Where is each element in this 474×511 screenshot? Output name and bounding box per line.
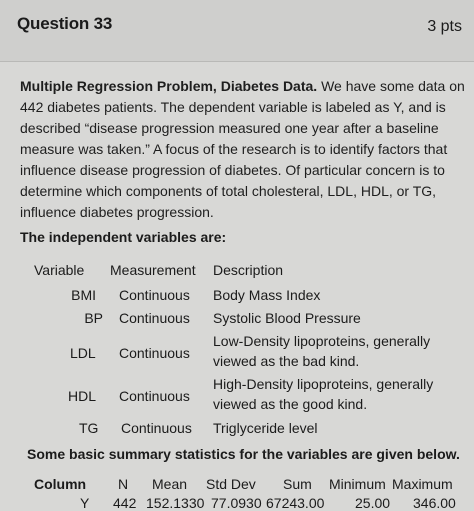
- measurement-cell: Continuous: [119, 345, 190, 361]
- description-cell: High-Density lipoproteins, generally: [213, 376, 434, 392]
- stats-col-header: Std Dev: [206, 476, 256, 492]
- variable-cell: HDL: [68, 388, 97, 404]
- question-intro: [20, 76, 468, 223]
- col-header-description: Description: [213, 262, 284, 278]
- description-cell: Body Mass Index: [213, 287, 321, 303]
- description-cell: Triglyceride level: [213, 420, 318, 436]
- variable-cell: BP: [84, 310, 103, 326]
- summary-statistics-heading: Some basic summary statistics for the variables are given below.: [27, 446, 460, 462]
- stats-col-header: N: [118, 476, 129, 492]
- description-cell: viewed as the bad kind.: [213, 353, 360, 369]
- stats-cell: 67243.00: [266, 495, 325, 511]
- col-header-measurement: Measurement: [110, 262, 196, 278]
- intro-text: We have some data on 442 diabetes patients. The dependent variable is labeled as Y, and is described “disease progression measured one year after a baseline measure was taken.” A focus of the research is to identify factors that influence disease progression of diabetes. Of particular concern is to determine which components of total cholesteral, LDL, HDL, or TG, influence diabetes progression.: [20, 78, 465, 220]
- question-header: [0, 0, 474, 62]
- measurement-cell: Continuous: [119, 310, 190, 326]
- stats-col-header: Maximum: [392, 476, 453, 492]
- stats-cell: 77.0930: [211, 495, 262, 511]
- question-points: 3 pts: [427, 18, 462, 35]
- stats-col-header: Mean: [152, 476, 188, 492]
- stats-cell: 25.00: [355, 495, 391, 511]
- variable-cell: TG: [79, 420, 99, 436]
- stats-cell: 346.00: [413, 495, 456, 511]
- stats-col-header: Column: [34, 476, 87, 492]
- stats-col-header: Sum: [283, 476, 312, 492]
- col-header-variable: Variable: [34, 262, 85, 278]
- stats-cell: 442: [113, 495, 137, 511]
- variable-cell: BMI: [71, 287, 96, 303]
- stats-cell: Y: [80, 495, 90, 511]
- measurement-cell: Continuous: [119, 287, 190, 303]
- independent-variables-heading: The independent variables are:: [20, 229, 227, 245]
- description-cell: Systolic Blood Pressure: [213, 310, 361, 326]
- measurement-cell: Continuous: [119, 388, 190, 404]
- description-cell: Low-Density lipoproteins, generally: [213, 333, 431, 349]
- stats-cell: 152.1330: [146, 495, 205, 511]
- question-body: [20, 76, 468, 223]
- variable-cell: LDL: [70, 345, 96, 361]
- question-title: Question 33: [17, 14, 113, 33]
- description-cell: viewed as the good kind.: [213, 396, 368, 412]
- measurement-cell: Continuous: [121, 420, 192, 436]
- stats-col-header: Minimum: [329, 476, 386, 492]
- intro-lead: Multiple Regression Problem, Diabetes Data.: [20, 78, 318, 94]
